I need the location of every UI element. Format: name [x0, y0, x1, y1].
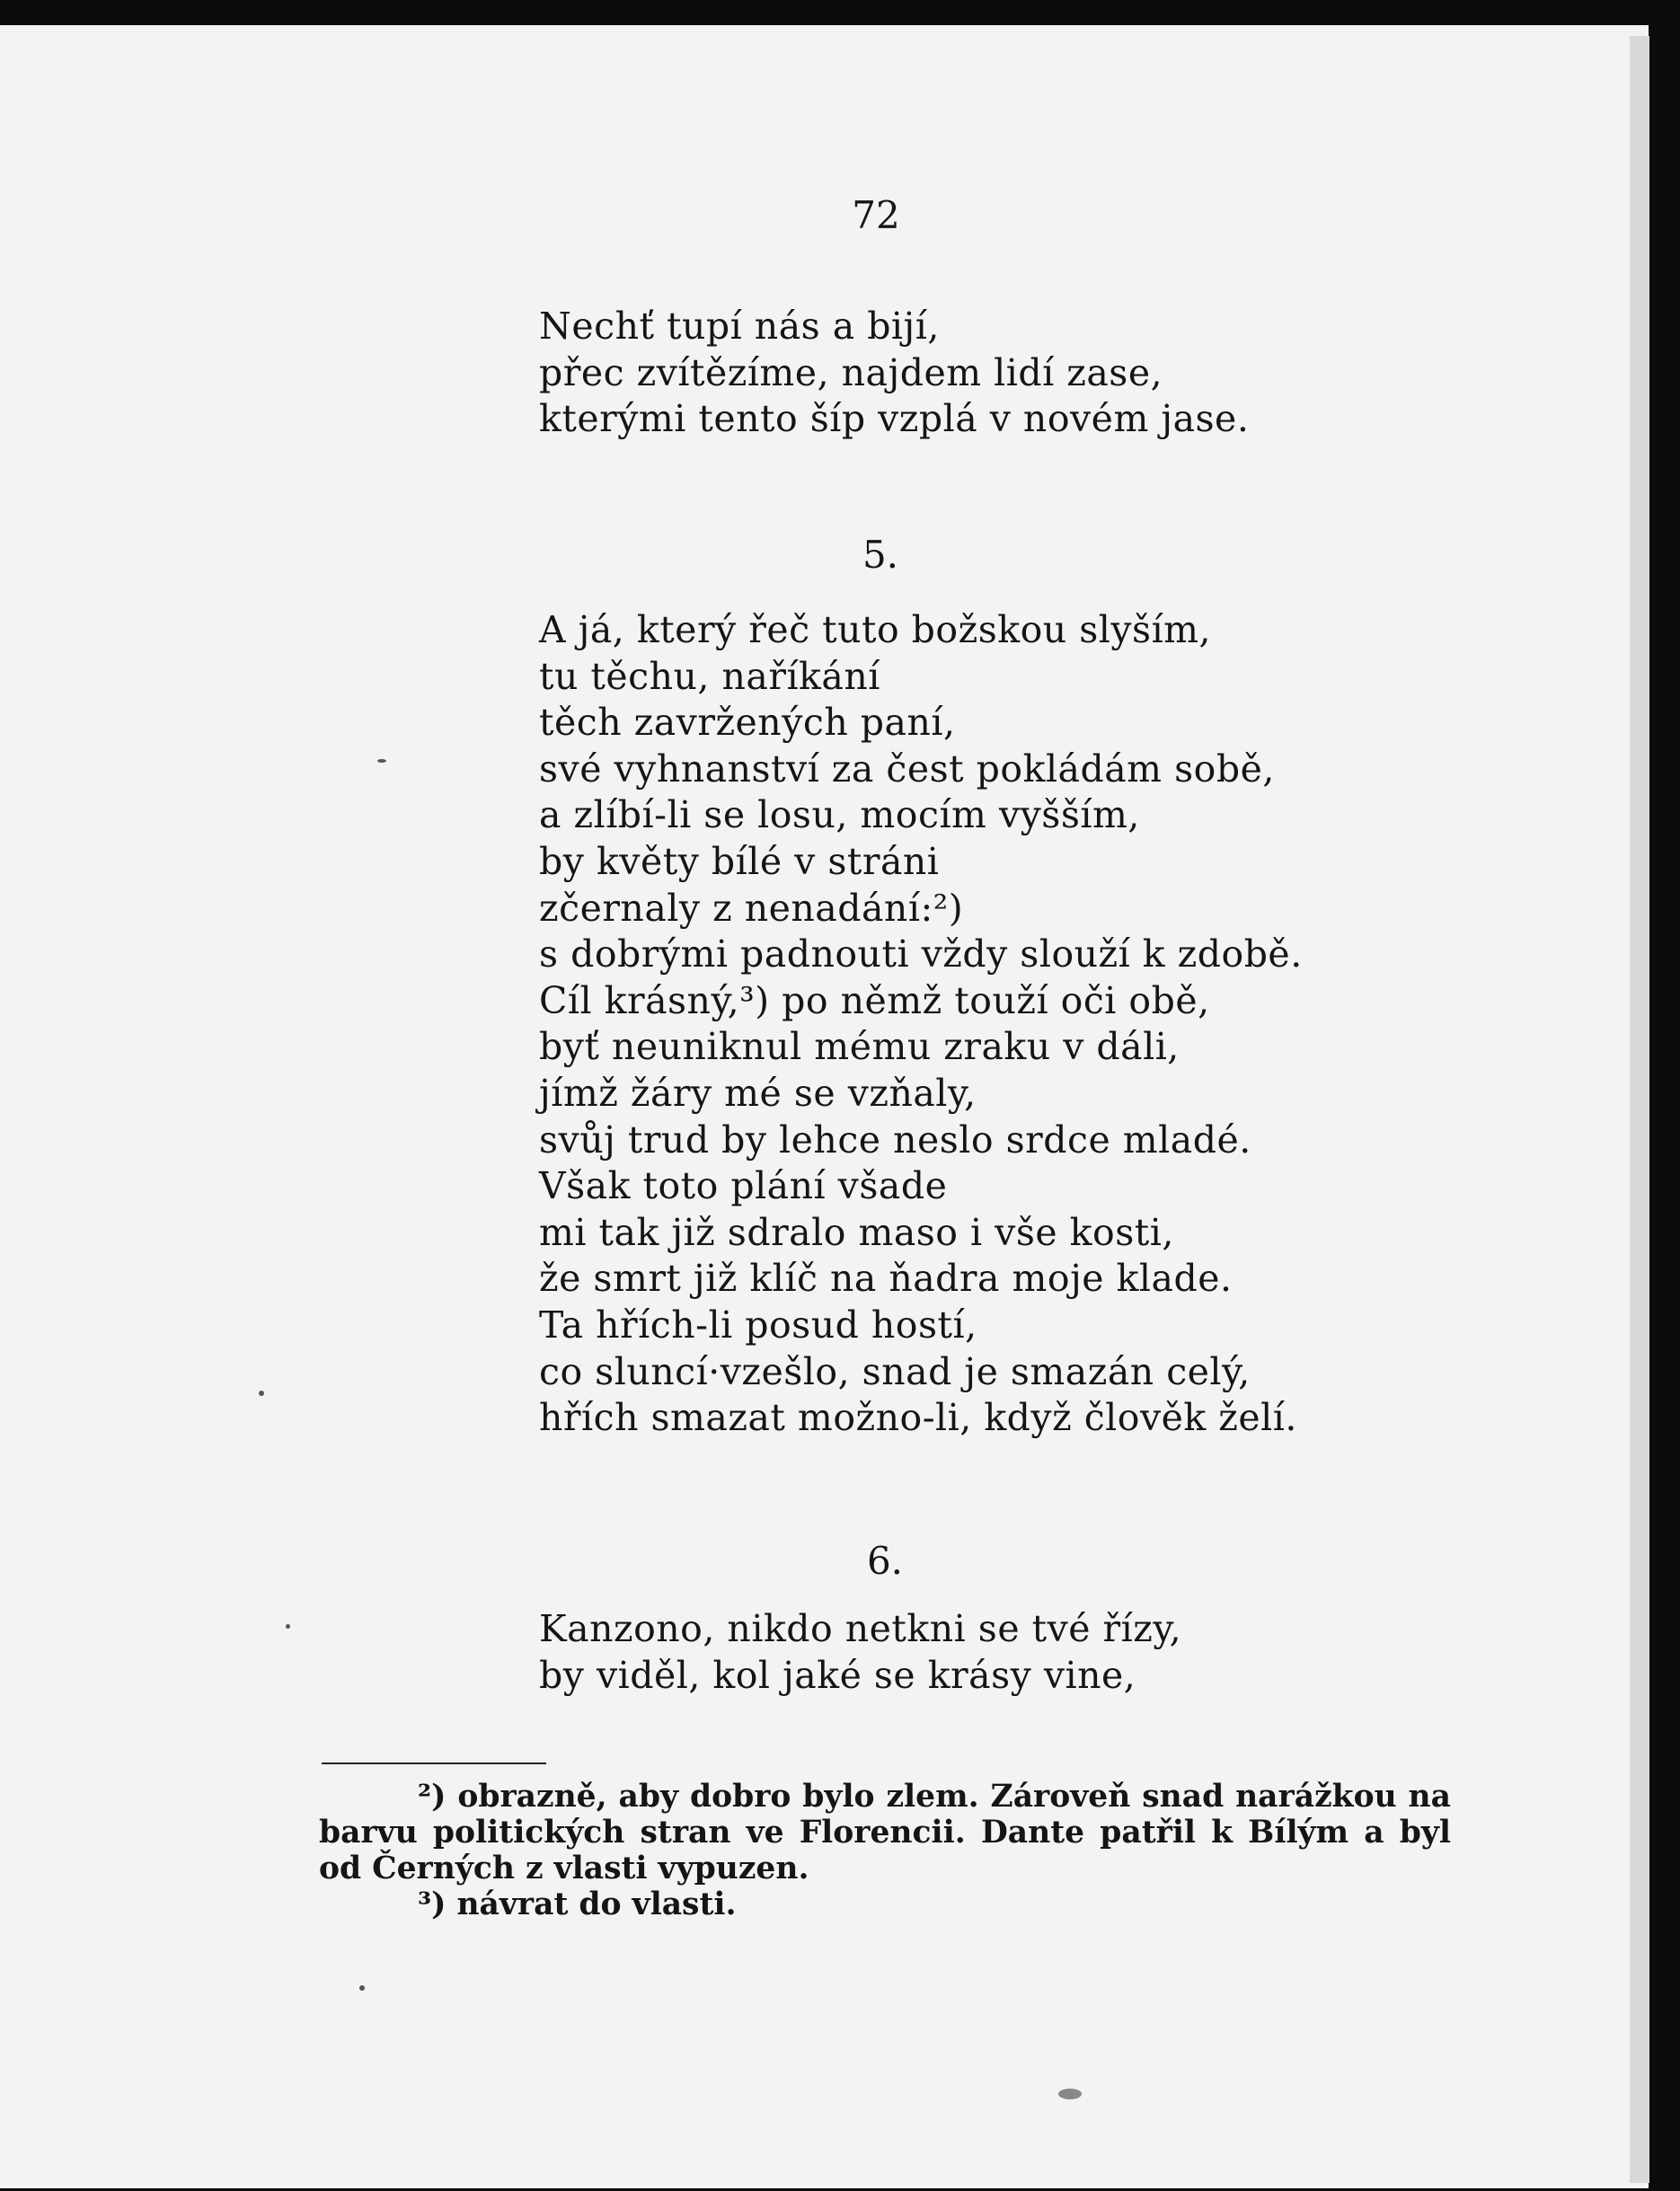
verse-line: byť neuniknul mému zraku v dáli,: [539, 1025, 1180, 1069]
scan-speck: [377, 759, 386, 763]
verse-line: a zlíbí-li se losu, mocím vyšším,: [539, 793, 1140, 837]
verse-line: těch zavržených paní,: [539, 701, 956, 745]
page-edge-shadow: [1630, 36, 1649, 2183]
verse-line: Kanzono, nikdo netkni se tvé řízy,: [539, 1607, 1182, 1650]
footnote-divider: [322, 1763, 546, 1764]
scan-speck: [286, 1624, 290, 1629]
verse-line: A já, který řeč tuto božskou slyším,: [539, 608, 1212, 651]
stanza-5: [539, 607, 1303, 1442]
stanza-4: [539, 304, 1249, 443]
section-number-6: 6.: [866, 1539, 904, 1583]
footnote-3: ³) návrat do vlasti.: [418, 1886, 737, 1922]
footnote-2: ²) obrazně, aby dobro bylo zlem. Zároveň snad narážkou na barvu politických stran ve Florencii. Dante patřil k Bílým a byl od Černých z vlasti vypuzen.: [319, 1779, 1451, 1886]
scan-speck: [1058, 2089, 1082, 2099]
verse-line: by viděl, kol jaké se krásy vine,: [539, 1653, 1136, 1697]
verse-line: své vyhnanství za čest pokládám sobě,: [539, 747, 1275, 791]
verse-line: kterými tento šíp vzplá v novém jase.: [539, 397, 1250, 441]
verse-line: zčernaly z nenadání:²): [539, 886, 964, 930]
verse-line: co sluncí·vzešlo, snad je smazán celý,: [539, 1349, 1251, 1393]
scan-speck: [259, 1391, 264, 1396]
stanza-6: [539, 1606, 1181, 1699]
verse-line: že smrt již klíč na ňadra moje klade.: [539, 1257, 1233, 1301]
scan-speck: [359, 1985, 365, 1991]
verse-line: svůj trud by lehce neslo srdce mladé.: [539, 1118, 1251, 1162]
verse-line: hřích smazat možno-li, když člověk želí.: [539, 1396, 1297, 1440]
verse-line: s dobrými padnouti vždy slouží k zdobě.: [539, 932, 1303, 976]
verse-line: Ta hřích-li posud hostí,: [539, 1303, 977, 1347]
section-number-5: 5.: [862, 533, 899, 577]
verse-line: jímž žáry mé se vzňaly,: [539, 1071, 977, 1115]
verse-line: tu těchu, naříkání: [539, 654, 880, 698]
verse-line: by květy bílé v stráni: [539, 839, 940, 883]
page-number: 72: [852, 193, 900, 237]
verse-line: přec zvítězíme, najdem lidí zase,: [539, 350, 1163, 394]
verse-line: mi tak již sdralo maso i vše kosti,: [539, 1210, 1174, 1254]
verse-line: Cíl krásný,³) po němž touží oči obě,: [539, 978, 1210, 1022]
footnotes: [319, 1779, 1451, 1922]
verse-line: Však toto plání všade: [539, 1164, 948, 1208]
verse-line: Nechť tupí nás a bijí,: [539, 305, 940, 348]
